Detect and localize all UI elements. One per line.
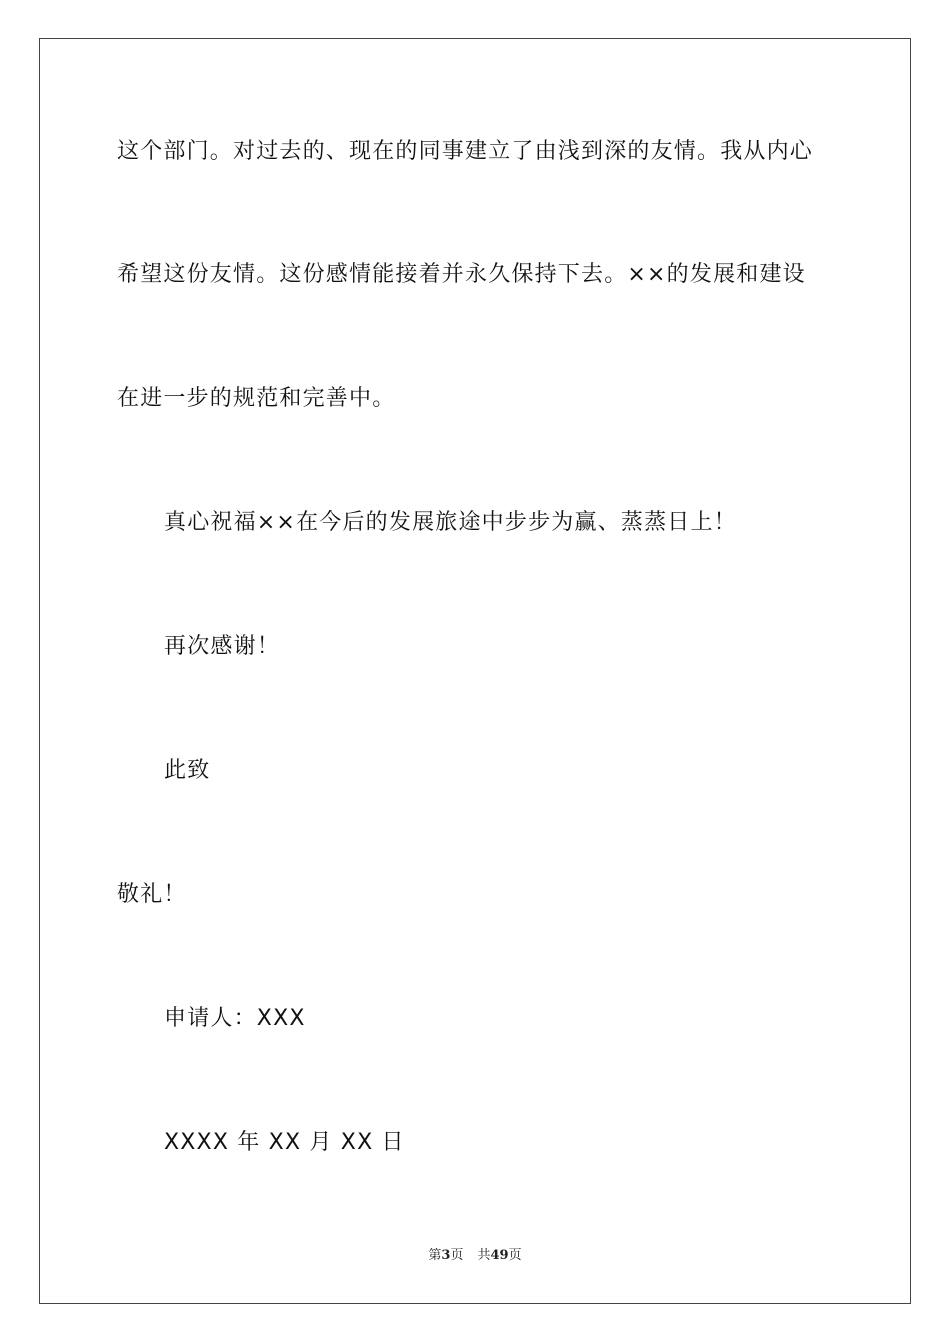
- footer-total-pages: 49: [490, 1248, 509, 1263]
- page-frame: [39, 38, 911, 1304]
- footer-prefix: 第: [428, 1248, 442, 1263]
- blessing-paragraph: 真心祝福××在今后的发展旅途中步步为赢、蒸蒸日上！: [164, 510, 737, 535]
- footer-page-suffix: 页: [450, 1248, 464, 1263]
- thanks-paragraph: 再次感谢！: [164, 634, 281, 659]
- body-text-line-2: 希望这份友情。这份感情能接着并永久保持下去。××的发展和建设: [117, 262, 806, 287]
- footer-current-page: 3: [441, 1248, 451, 1263]
- applicant-signature: 申请人：XXX: [164, 1006, 306, 1031]
- body-text-line-3: 在进一步的规范和完善中。: [117, 386, 396, 411]
- closing-salutation: 此致: [164, 758, 211, 783]
- footer-total-prefix: 共: [477, 1248, 491, 1263]
- footer-total-suffix: 页: [508, 1248, 522, 1263]
- body-text-line-1: 这个部门。对过去的、现在的同事建立了由浅到深的友情。我从内心: [117, 139, 814, 164]
- closing-regards: 敬礼！: [117, 882, 187, 907]
- signature-date: XXXX 年 XX 月 XX 日: [164, 1130, 405, 1155]
- page-footer: [0, 1247, 950, 1265]
